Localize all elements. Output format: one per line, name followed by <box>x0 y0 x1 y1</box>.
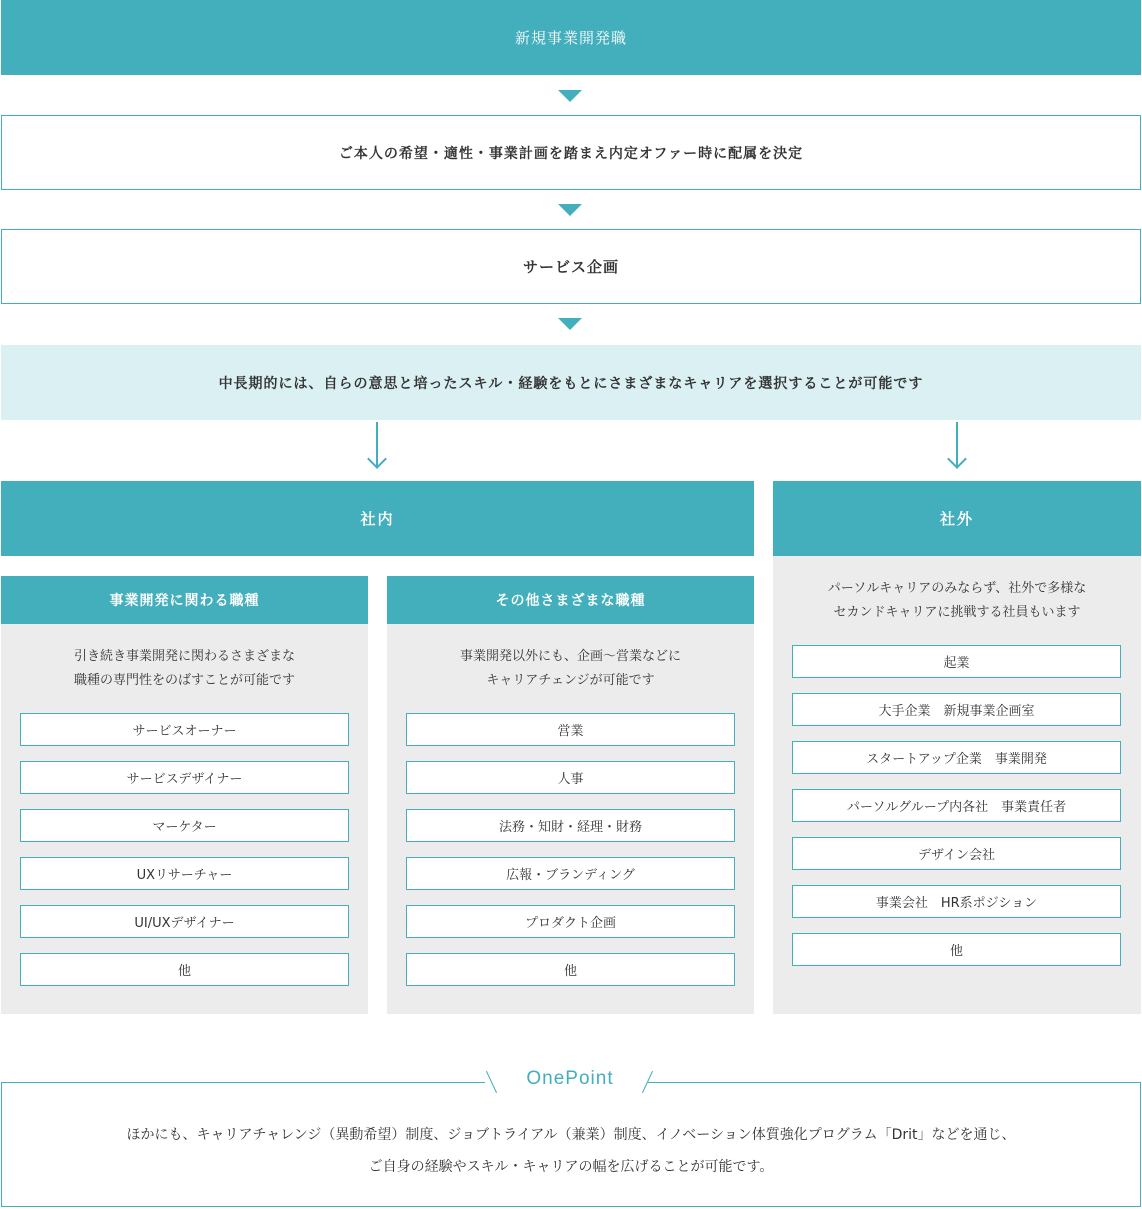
external-desc-line2: セカンドキャリアに挑戦する社員もいます <box>833 605 1081 620</box>
list-item-label: デザイン会社 <box>917 848 996 863</box>
list-item-label: 他 <box>563 964 577 979</box>
onepoint-border-left <box>1 1082 485 1083</box>
step3-text: 中長期的には、自らの意思と培ったスキル・経験をもとにさまざまなキャリアを選択することが可能です <box>218 375 924 392</box>
step1-box <box>1 115 1141 190</box>
external-header <box>773 481 1141 556</box>
list-item <box>406 953 735 986</box>
onepoint-text-line2: ご自身の経験やスキル・キャリアの幅を広げることが可能です。 <box>368 1159 774 1175</box>
list-item-label: 大手企業 新規事業企画室 <box>878 704 1035 719</box>
other-panel-title <box>387 576 754 624</box>
other-desc-line1: 事業開発以外にも、企画〜営業などに <box>459 649 681 664</box>
business-desc-line2: 職種の専門性をのばすことが可能です <box>73 673 295 688</box>
list-item-label: プロダクト企画 <box>524 916 616 931</box>
list-item-label: サービスデザイナー <box>126 772 243 787</box>
business-panel <box>1 576 368 1014</box>
list-item-label: サービスオーナー <box>132 724 237 739</box>
list-item-label: UI/UXデザイナー <box>134 916 235 931</box>
other-desc-line2: キャリアチェンジが可能です <box>486 673 655 688</box>
top-title: 新規事業開発職 <box>514 29 627 47</box>
list-item <box>792 933 1121 966</box>
step1-text: ご本人の希望・適性・事業計画を踏まえ内定オファー時に配属を決定 <box>338 145 804 162</box>
down-triangle-icon <box>558 90 582 102</box>
business-title-text: 事業開発に関わる職種 <box>109 593 260 609</box>
list-item <box>20 809 349 842</box>
list-item-label: 人事 <box>557 772 584 787</box>
list-item <box>20 713 349 746</box>
list-item <box>20 953 349 986</box>
list-item <box>792 645 1121 678</box>
step2-box <box>1 229 1141 304</box>
list-item-label: 営業 <box>557 724 584 739</box>
arrow-down-icon <box>367 449 387 469</box>
onepoint-border-right <box>648 1082 1141 1083</box>
list-item-label: 法務・知財・経理・財務 <box>498 820 642 835</box>
other-desc <box>387 645 754 693</box>
business-desc <box>1 645 368 693</box>
list-item <box>20 905 349 938</box>
list-item-label: 事業会社 HR系ポジション <box>875 896 1038 911</box>
list-item <box>406 713 735 746</box>
external-desc-line1: パーソルキャリアのみならず、社外で多様な <box>827 581 1087 596</box>
step2-text: サービス企画 <box>522 258 619 276</box>
external-panel <box>773 556 1141 1014</box>
list-item <box>792 789 1121 822</box>
business-panel-title <box>1 576 368 624</box>
list-item-label: 広報・ブランディング <box>506 868 635 883</box>
external-desc <box>773 577 1141 625</box>
onepoint-title: OnePoint <box>526 1068 614 1089</box>
list-item <box>406 809 735 842</box>
other-title-text: その他さまざまな職種 <box>495 593 646 609</box>
list-item-label: 他 <box>949 944 963 959</box>
list-item-label: パーソルグループ内各社 事業責任者 <box>846 800 1067 815</box>
down-triangle-icon <box>558 318 582 330</box>
list-item <box>406 761 735 794</box>
list-item <box>792 885 1121 918</box>
step3-box <box>1 345 1141 420</box>
onepoint-box <box>1 1082 1141 1207</box>
list-item <box>792 693 1121 726</box>
list-item-label: スタートアップ企業 事業開発 <box>866 752 1047 767</box>
list-item <box>406 857 735 890</box>
arrow-down-icon <box>947 449 967 469</box>
external-title: 社外 <box>939 510 974 528</box>
list-item-label: マーケター <box>152 820 217 835</box>
list-item <box>406 905 735 938</box>
list-item-label: 起業 <box>943 656 970 671</box>
list-item-label: UXリサーチャー <box>136 868 233 883</box>
top-title-banner <box>1 0 1141 75</box>
business-desc-line1: 引き続き事業開発に関わるさまざまな <box>73 649 295 664</box>
list-item <box>20 761 349 794</box>
internal-header <box>1 481 754 556</box>
list-item <box>792 837 1121 870</box>
list-item <box>20 857 349 890</box>
list-item-label: 他 <box>177 964 191 979</box>
other-panel <box>387 576 754 1014</box>
down-triangle-icon <box>558 204 582 216</box>
internal-title: 社内 <box>360 510 395 528</box>
list-item <box>792 741 1121 774</box>
onepoint-text-line1: ほかにも、キャリアチャレンジ（異動希望）制度、ジョブトライアル（兼業）制度、イノベーション体質強化プログラム「Drit」などを通じ、 <box>126 1127 1016 1143</box>
